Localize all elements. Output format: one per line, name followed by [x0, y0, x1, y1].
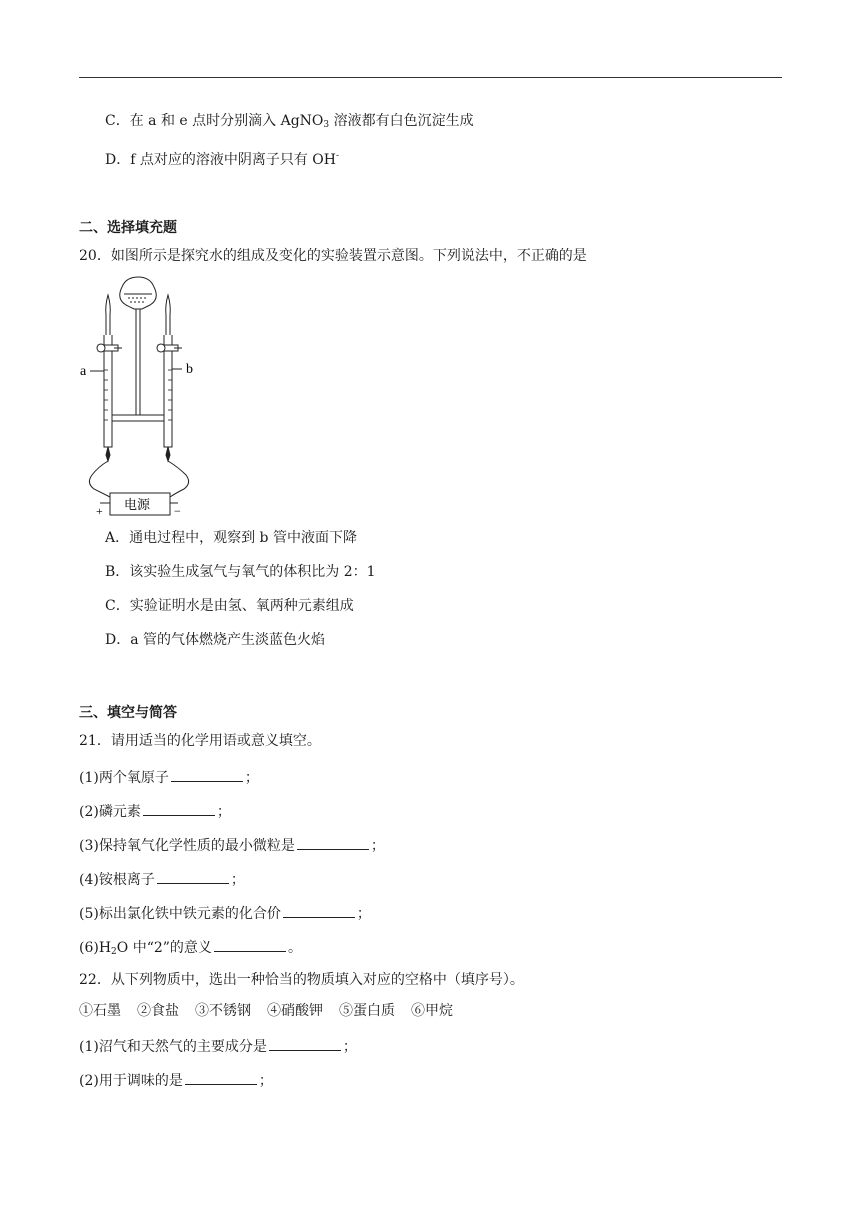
q21-item-4	[79, 868, 245, 890]
q19-option-d-sup: -	[336, 151, 340, 161]
punctuation: ；	[244, 770, 259, 786]
q21-item-3-text: (3)保持氧气化学性质的最小微粒是	[79, 838, 295, 854]
q22-item-1-text: (1)沼气和天然气的主要成分是	[79, 1039, 267, 1055]
plus-sign: +	[96, 504, 103, 518]
answer-blank[interactable]	[214, 936, 286, 952]
answer-blank[interactable]	[297, 834, 369, 850]
header-rule	[79, 77, 782, 78]
q21-item-1-text: (1)两个氧原子	[79, 770, 169, 786]
punctuation: ；	[230, 872, 245, 888]
q21-stem: 21．请用适当的化学用语或意义填空。	[79, 733, 321, 749]
answer-blank[interactable]	[143, 800, 215, 816]
q22-choice-4: ④硝酸钾	[267, 1003, 323, 1019]
q21-item-2-text: (2)磷元素	[79, 804, 141, 820]
q19-option-d-text: D．f 点对应的溶液中阴离子只有 OH	[105, 152, 336, 168]
q19-option-c	[105, 111, 474, 135]
q20-option-d: D．a 管的气体燃烧产生淡蓝色火焰	[105, 632, 326, 648]
power-supply-label: 电源	[124, 498, 151, 513]
section-2-heading: 二、选择填充题	[79, 220, 177, 236]
answer-blank[interactable]	[185, 1069, 257, 1085]
q22-choice-2: ②食盐	[137, 1003, 179, 1019]
q20-option-c: C．实验证明水是由氢、氧两种元素组成	[105, 598, 354, 614]
q22-item-2	[79, 1069, 273, 1091]
q21-item-3	[79, 834, 385, 856]
minus-sign: −	[174, 504, 181, 518]
punctuation: ；	[216, 804, 231, 820]
q21-item-1	[79, 766, 259, 788]
punctuation: ；	[370, 838, 385, 854]
punctuation: 。	[287, 940, 302, 956]
q19-option-c-text: C．在 a 和 e 点时分别滴入 AgNO	[105, 113, 324, 129]
q22-item-2-text: (2)用于调味的是	[79, 1073, 183, 1089]
q21-item-6-sub: 2	[111, 947, 117, 957]
answer-blank[interactable]	[171, 766, 243, 782]
answer-blank[interactable]	[269, 1035, 341, 1051]
label-a: a	[80, 364, 87, 379]
electrolysis-apparatus-figure	[78, 275, 218, 520]
q22-choice-6: ⑥甲烷	[411, 1003, 453, 1019]
q20-option-b: B．该实验生成氢气与氧气的体积比为 2：1	[105, 564, 376, 580]
punctuation: ；	[258, 1073, 273, 1089]
q21-item-2	[79, 800, 231, 822]
q21-item-5	[79, 902, 371, 924]
q21-item-5-text: (5)标出氯化铁中铁元素的化合价	[79, 906, 281, 922]
q21-item-6	[79, 936, 302, 962]
q21-item-6-text: (6)H	[79, 940, 112, 956]
q20-stem: 20．如图所示是探究水的组成及变化的实验装置示意图。下列说法中，不正确的是	[79, 248, 587, 264]
q22-stem: 22．从下列物质中，选出一种恰当的物质填入对应的空格中（填序号）。	[79, 972, 524, 988]
punctuation: ；	[342, 1039, 357, 1055]
answer-blank[interactable]	[283, 902, 355, 918]
answer-blank[interactable]	[157, 868, 229, 884]
q22-item-1	[79, 1035, 357, 1057]
q21-item-4-text: (4)铵根离子	[79, 872, 155, 888]
q22-choice-1: ①石墨	[79, 1003, 121, 1019]
q20-option-a: A．通电过程中，观察到 b 管中液面下降	[105, 530, 357, 546]
label-b: b	[186, 362, 193, 377]
q21-item-6-text-mid: O 中“2”的意义	[116, 940, 212, 956]
q22-choice-3: ③不锈钢	[195, 1003, 251, 1019]
q19-option-c-text-end: 溶液都有白色沉淀生成	[329, 113, 474, 129]
q19-option-c-sub: 3	[323, 120, 330, 130]
section-3-heading: 三、填空与简答	[79, 705, 177, 721]
q22-choices	[79, 1001, 469, 1021]
q19-option-d	[105, 146, 339, 170]
punctuation: ；	[356, 906, 371, 922]
q22-choice-5: ⑤蛋白质	[339, 1003, 395, 1019]
